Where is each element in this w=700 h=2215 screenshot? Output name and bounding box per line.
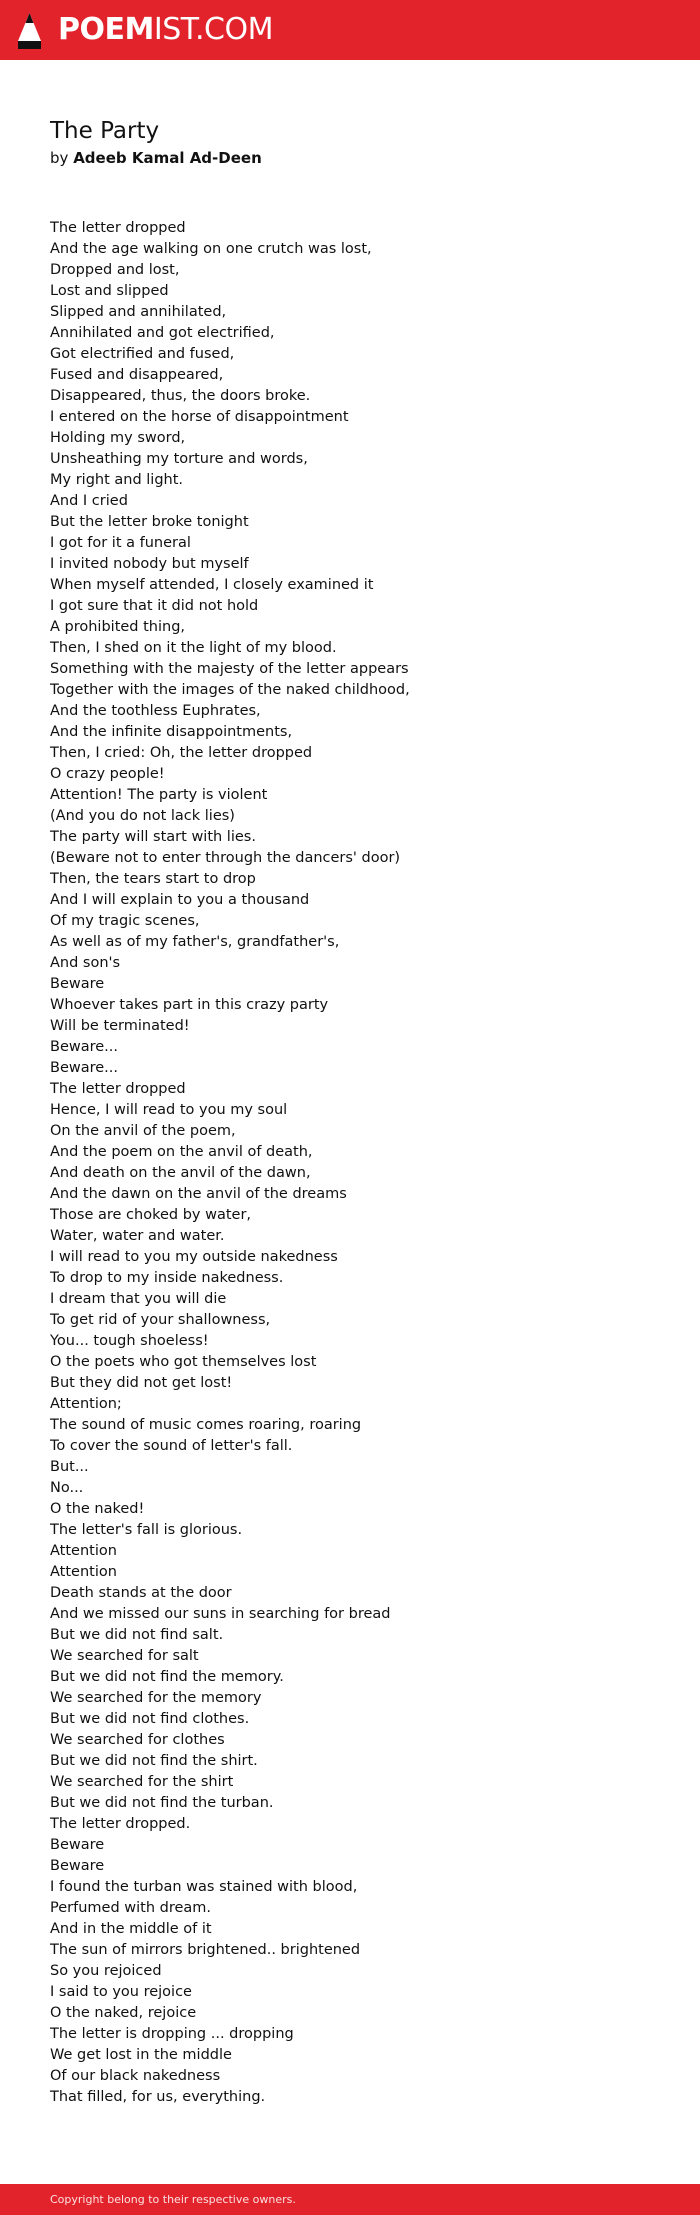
author-link[interactable]: Adeeb Kamal Ad-Deen (73, 149, 262, 167)
poem-line: O the naked! (50, 1501, 145, 1517)
poem-line: But they did not get lost! (50, 1375, 233, 1391)
poem-line: So you rejoiced (50, 1963, 162, 1979)
site-logo-link[interactable] (17, 10, 273, 50)
poem-line: And in the middle of it (50, 1921, 212, 1937)
poem-line: Got electrified and fused, (50, 346, 235, 362)
poem-line: That filled, for us, everything. (50, 2089, 266, 2105)
poem-line: The sound of music comes roaring, roaring (50, 1417, 362, 1433)
poem-line: Perfumed with dream. (50, 1900, 212, 1916)
poem-line: Attention! The party is violent (50, 787, 268, 803)
poem-line: Beware... (50, 1060, 119, 1076)
poem-line: I dream that you will die (50, 1291, 227, 1307)
poem-line: A prohibited thing, (50, 619, 186, 635)
poem-line: But we did not find the shirt. (50, 1753, 258, 1769)
poem-line: As well as of my father's, grandfather's, (50, 934, 340, 950)
poem-line: I got for it a funeral (50, 535, 191, 551)
poem-line: And the dawn on the anvil of the dreams (50, 1186, 347, 1202)
poem-line: No... (50, 1480, 84, 1496)
poem-line: The party will start with lies. (50, 829, 256, 845)
poem-line: And the toothless Euphrates, (50, 703, 261, 719)
poem-line: On the anvil of the poem, (50, 1123, 236, 1139)
poem-line: Will be terminated! (50, 1018, 190, 1034)
poem-line: Whoever takes part in this crazy party (50, 997, 329, 1013)
poem-line: O the naked, rejoice (50, 2005, 197, 2021)
poem-line: Beware (50, 1837, 105, 1853)
poem-title: The Party (50, 118, 160, 144)
copyright-text: Copyright belong to their respective owners. (50, 2193, 296, 2206)
poem-line: We searched for clothes (50, 1732, 225, 1748)
poem-line: Attention (50, 1564, 117, 1580)
poem-line: We searched for salt (50, 1648, 199, 1664)
poem-line: Beware (50, 976, 105, 992)
poem-line: But we did not find the memory. (50, 1669, 284, 1685)
poem-line: But... (50, 1459, 89, 1475)
poem-line: Slipped and annihilated, (50, 304, 227, 320)
poem-line: Unsheathing my torture and words, (50, 451, 308, 467)
poem-line: But we did not find salt. (50, 1627, 224, 1643)
poem-line: And I will explain to you a thousand (50, 892, 310, 908)
site-name-light: IST.COM (153, 12, 273, 47)
poem-line: Lost and slipped (50, 283, 169, 299)
poem-line: Holding my sword, (50, 430, 186, 446)
poem-line: And son's (50, 955, 121, 971)
poem-line: But we did not find the turban. (50, 1795, 274, 1811)
poem-line: Beware (50, 1858, 105, 1874)
poem-byline (50, 147, 262, 169)
pencil-tip-icon (17, 10, 42, 50)
poem-line: The letter's fall is glorious. (50, 1522, 243, 1538)
poem-line: We get lost in the middle (50, 2047, 232, 2063)
poem-line: Dropped and lost, (50, 262, 180, 278)
poem-line: I found the turban was stained with blood, (50, 1879, 358, 1895)
site-footer (0, 2184, 700, 2215)
poem-line: The letter dropped (50, 220, 186, 236)
poem-line: We searched for the shirt (50, 1774, 234, 1790)
poem-line: Fused and disappeared, (50, 367, 224, 383)
poem-line: Beware... (50, 1039, 119, 1055)
poem-line: And the poem on the anvil of death, (50, 1144, 313, 1160)
poem-line: And death on the anvil of the dawn, (50, 1165, 311, 1181)
poem-body (50, 218, 650, 2108)
site-name (58, 10, 273, 50)
poem-line: My right and light. (50, 472, 184, 488)
poem-line: You... tough shoeless! (50, 1333, 209, 1349)
poem-line: Annihilated and got electrified, (50, 325, 275, 341)
poem-line: And the infinite disappointments, (50, 724, 293, 740)
poem-line: (And you do not lack lies) (50, 808, 235, 824)
poem-line: (Beware not to enter through the dancers' door) (50, 850, 401, 866)
poem-line: When myself attended, I closely examined it (50, 577, 374, 593)
poem-line: Death stands at the door (50, 1585, 232, 1601)
poem-line: Disappeared, thus, the doors broke. (50, 388, 311, 404)
poem-line: Of my tragic scenes, (50, 913, 200, 929)
poem-line: Then, I cried: Oh, the letter dropped (50, 745, 313, 761)
poem-line: Hence, I will read to you my soul (50, 1102, 288, 1118)
poem-line: I got sure that it did not hold (50, 598, 259, 614)
poem-line: I invited nobody but myself (50, 556, 249, 572)
poem-line: Then, I shed on it the light of my blood. (50, 640, 337, 656)
poem-line: The letter dropped (50, 1081, 186, 1097)
poem-line: Then, the tears start to drop (50, 871, 256, 887)
poem-line: To get rid of your shallowness, (50, 1312, 271, 1328)
poem-line: To drop to my inside nakedness. (50, 1270, 284, 1286)
poem-line: O the poets who got themselves lost (50, 1354, 317, 1370)
poem-line: Those are choked by water, (50, 1207, 252, 1223)
site-name-bold: POEM (58, 12, 154, 47)
poem-line: The sun of mirrors brightened.. brightened (50, 1942, 361, 1958)
poem-line: But we did not find clothes. (50, 1711, 250, 1727)
poem-line: And we missed our suns in searching for bread (50, 1606, 391, 1622)
poem-line: I entered on the horse of disappointment (50, 409, 349, 425)
poem-line: I said to you rejoice (50, 1984, 192, 2000)
poem-line: We searched for the memory (50, 1690, 262, 1706)
by-label: by (50, 149, 69, 167)
poem-line: And I cried (50, 493, 128, 509)
poem-line: Attention (50, 1543, 117, 1559)
poem-line: To cover the sound of letter's fall. (50, 1438, 293, 1454)
poem-line: Attention; (50, 1396, 122, 1412)
poem-line: Of our black nakedness (50, 2068, 221, 2084)
poem-line: But the letter broke tonight (50, 514, 249, 530)
poem-line: The letter is dropping ... dropping (50, 2026, 294, 2042)
poem-line: O crazy people! (50, 766, 165, 782)
site-header (0, 0, 700, 60)
poem-line: Water, water and water. (50, 1228, 225, 1244)
poem-line: Something with the majesty of the letter appears (50, 661, 409, 677)
poem-line: The letter dropped. (50, 1816, 191, 1832)
poem-line: Together with the images of the naked childhood, (50, 682, 410, 698)
poem-line: And the age walking on one crutch was lost, (50, 241, 372, 257)
poem-line: I will read to you my outside nakedness (50, 1249, 338, 1265)
